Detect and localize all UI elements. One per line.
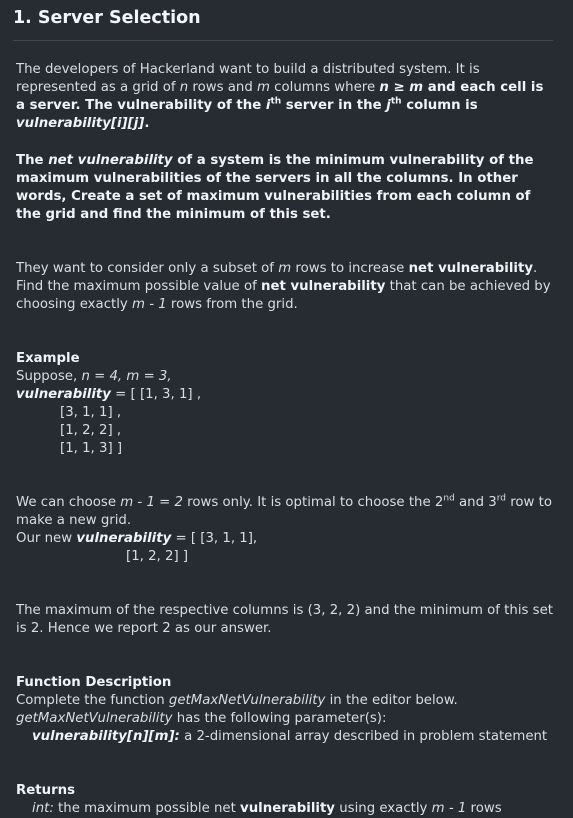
example-new-grid-row-1: [1, 2, 2] ] xyxy=(126,549,189,564)
function-parameters-text: getMaxNetVulnerability has the following parameter(s): xyxy=(16,711,387,726)
function-description-text: Complete the function getMaxNetVulnerability in the editor below. xyxy=(16,693,458,708)
example-new-grid-row-0: Our new vulnerability = [ [3, 1, 1], xyxy=(16,531,258,546)
net-vulnerability-definition: The net vulnerability of a system is the minimum vulnerability of the maximum vulnerabilities of the servers in all the columns. In other words, Create a set of maximum vulnerabilities from each column of the grid and find the minimum of this set. xyxy=(16,153,534,222)
returns-text: int: the maximum possible net vulnerability using exactly m - 1 rows xyxy=(32,801,502,816)
example-vulnerability-row-3: [1, 1, 3] ] xyxy=(60,441,123,456)
returns-heading: Returns xyxy=(16,783,76,798)
goal-paragraph: They want to consider only a subset of m rows to increase net vulnerability. Find the maximum possible value of net vulnerability that can be achieved by choosing exactly m - 1 rows from the grid. xyxy=(16,261,551,312)
example-conclusion: The maximum of the respective columns is (3, 2, 2) and the minimum of this set is 2. Hence we report 2 as our answer. xyxy=(16,603,553,636)
intro-paragraph: The developers of Hackerland want to build a distributed system. It is represented as a grid of n rows and m columns where n ≥ m and each cell is a server. The vulnerability of the $i^{th}$ server in the $j^{th}$ column is vulnerability[i][j]. xyxy=(16,62,544,131)
problem-description xyxy=(16,61,556,818)
title-divider xyxy=(13,40,553,41)
problem-title: 1. Server Selection xyxy=(13,8,201,28)
example-vulnerability-row-0: vulnerability = [ [1, 3, 1] , xyxy=(16,387,202,402)
function-parameter-vulnerability: vulnerability[n][m]: a 2-dimensional array described in problem statement xyxy=(32,729,548,744)
example-heading: Example xyxy=(16,351,80,366)
example-choose-paragraph: We can choose m - 1 = 2 rows only. It is optimal to choose the 2nd and 3rd row to make a new grid. xyxy=(16,493,552,528)
example-suppose: Suppose, n = 4, m = 3, xyxy=(16,369,172,384)
example-vulnerability-row-1: [3, 1, 1] , xyxy=(60,405,122,420)
example-vulnerability-row-2: [1, 2, 2] , xyxy=(60,423,122,438)
function-description-heading: Function Description xyxy=(16,675,172,690)
